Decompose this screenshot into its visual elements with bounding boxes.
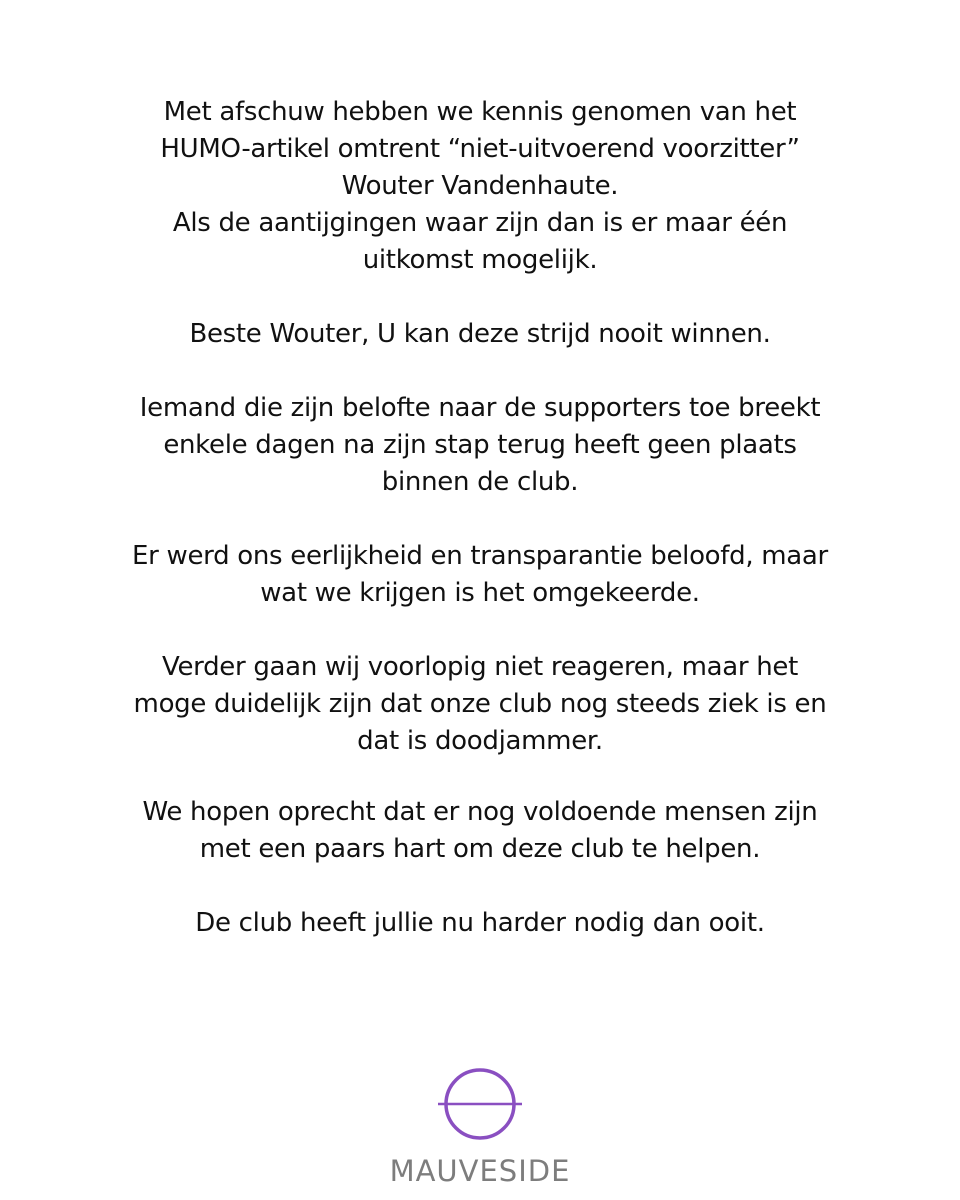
statement-line: Verder gaan wij voorlopig niet reageren, maar het [162, 652, 798, 682]
statement-line: We hopen oprecht dat er nog voldoende mensen zijn [142, 797, 818, 827]
statement-paragraph-4 [40, 538, 920, 612]
brand-logo [0, 1060, 960, 1188]
statement-line: De club heeft jullie nu harder nodig dan ooit. [195, 908, 765, 938]
statement-paragraph-2 [40, 316, 920, 353]
statement-text [40, 94, 920, 942]
statement-line: moge duidelijk zijn dat onze club nog steeds ziek is en [133, 689, 827, 719]
statement-line: Iemand die zijn belofte naar de supporters toe breekt [139, 393, 821, 423]
statement-line: Met afschuw hebben we kennis genomen van het [163, 97, 797, 127]
statement-line: Beste Wouter, U kan deze strijd nooit winnen. [189, 319, 771, 349]
brand-name: MAUVESIDE [389, 1154, 571, 1188]
statement-paragraph-6 [40, 794, 920, 868]
statement-paragraph-3 [40, 390, 920, 501]
statement-line: enkele dagen na zijn stap terug heeft geen plaats [163, 430, 797, 460]
statement-paragraph-5 [40, 649, 920, 760]
circle-line-logo-icon [435, 1060, 525, 1150]
statement-paragraph-7 [40, 905, 920, 942]
statement-line: Er werd ons eerlijkheid en transparantie beloofd, maar [132, 541, 828, 571]
statement-paragraph-1 [40, 94, 920, 279]
statement-line: HUMO-artikel omtrent “niet-uitvoerend voorzitter” [160, 134, 800, 164]
statement-line: binnen de club. [381, 467, 579, 497]
statement-line: Wouter Vandenhaute. [341, 171, 619, 201]
statement-line: wat we krijgen is het omgekeerde. [260, 578, 700, 608]
statement-line: dat is doodjammer. [357, 726, 603, 756]
statement-line: Als de aantijgingen waar zijn dan is er maar één [172, 208, 788, 238]
statement-line: uitkomst mogelijk. [362, 245, 598, 275]
statement-line: met een paars hart om deze club te helpen. [199, 834, 761, 864]
